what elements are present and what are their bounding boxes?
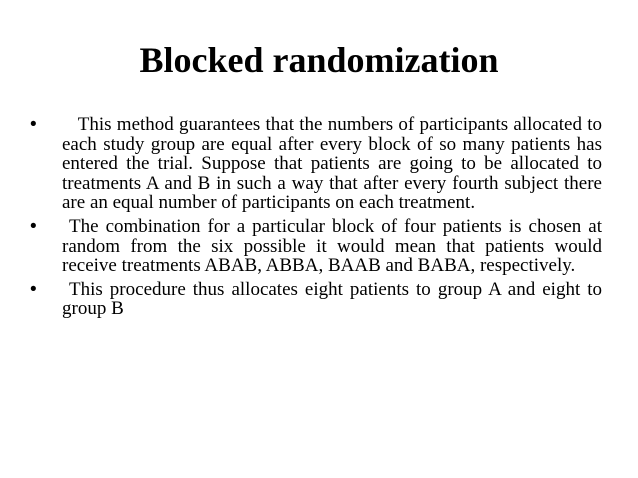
bullet-icon: •: [30, 278, 37, 300]
slide-title: Blocked randomization: [139, 40, 499, 80]
bullet-text: This procedure thus allocates eight patients to group A and eight to group B: [62, 278, 607, 320]
bullet-list: [30, 114, 607, 323]
bullet-icon: •: [30, 215, 37, 237]
bullet-text: This method guarantees that the numbers of participants allocated to each study group are equal after every block of so many patients has entered the trial. Suppose that patients are going to be allocated to treatments A and B in such a way that after every fourth subject there are an equal number of participants on each treatment.: [62, 114, 607, 214]
bullet-item-2: [30, 215, 607, 277]
bullet-item-3: [30, 278, 607, 320]
bullet-item-1: [30, 114, 607, 214]
bullet-icon: •: [30, 114, 37, 135]
bullet-text: The combination for a particular block of four patients is chosen at random from the six possible it would mean that patients would receive treatments ABAB, ABBA, BAAB and BABA, respectively.: [62, 215, 607, 277]
